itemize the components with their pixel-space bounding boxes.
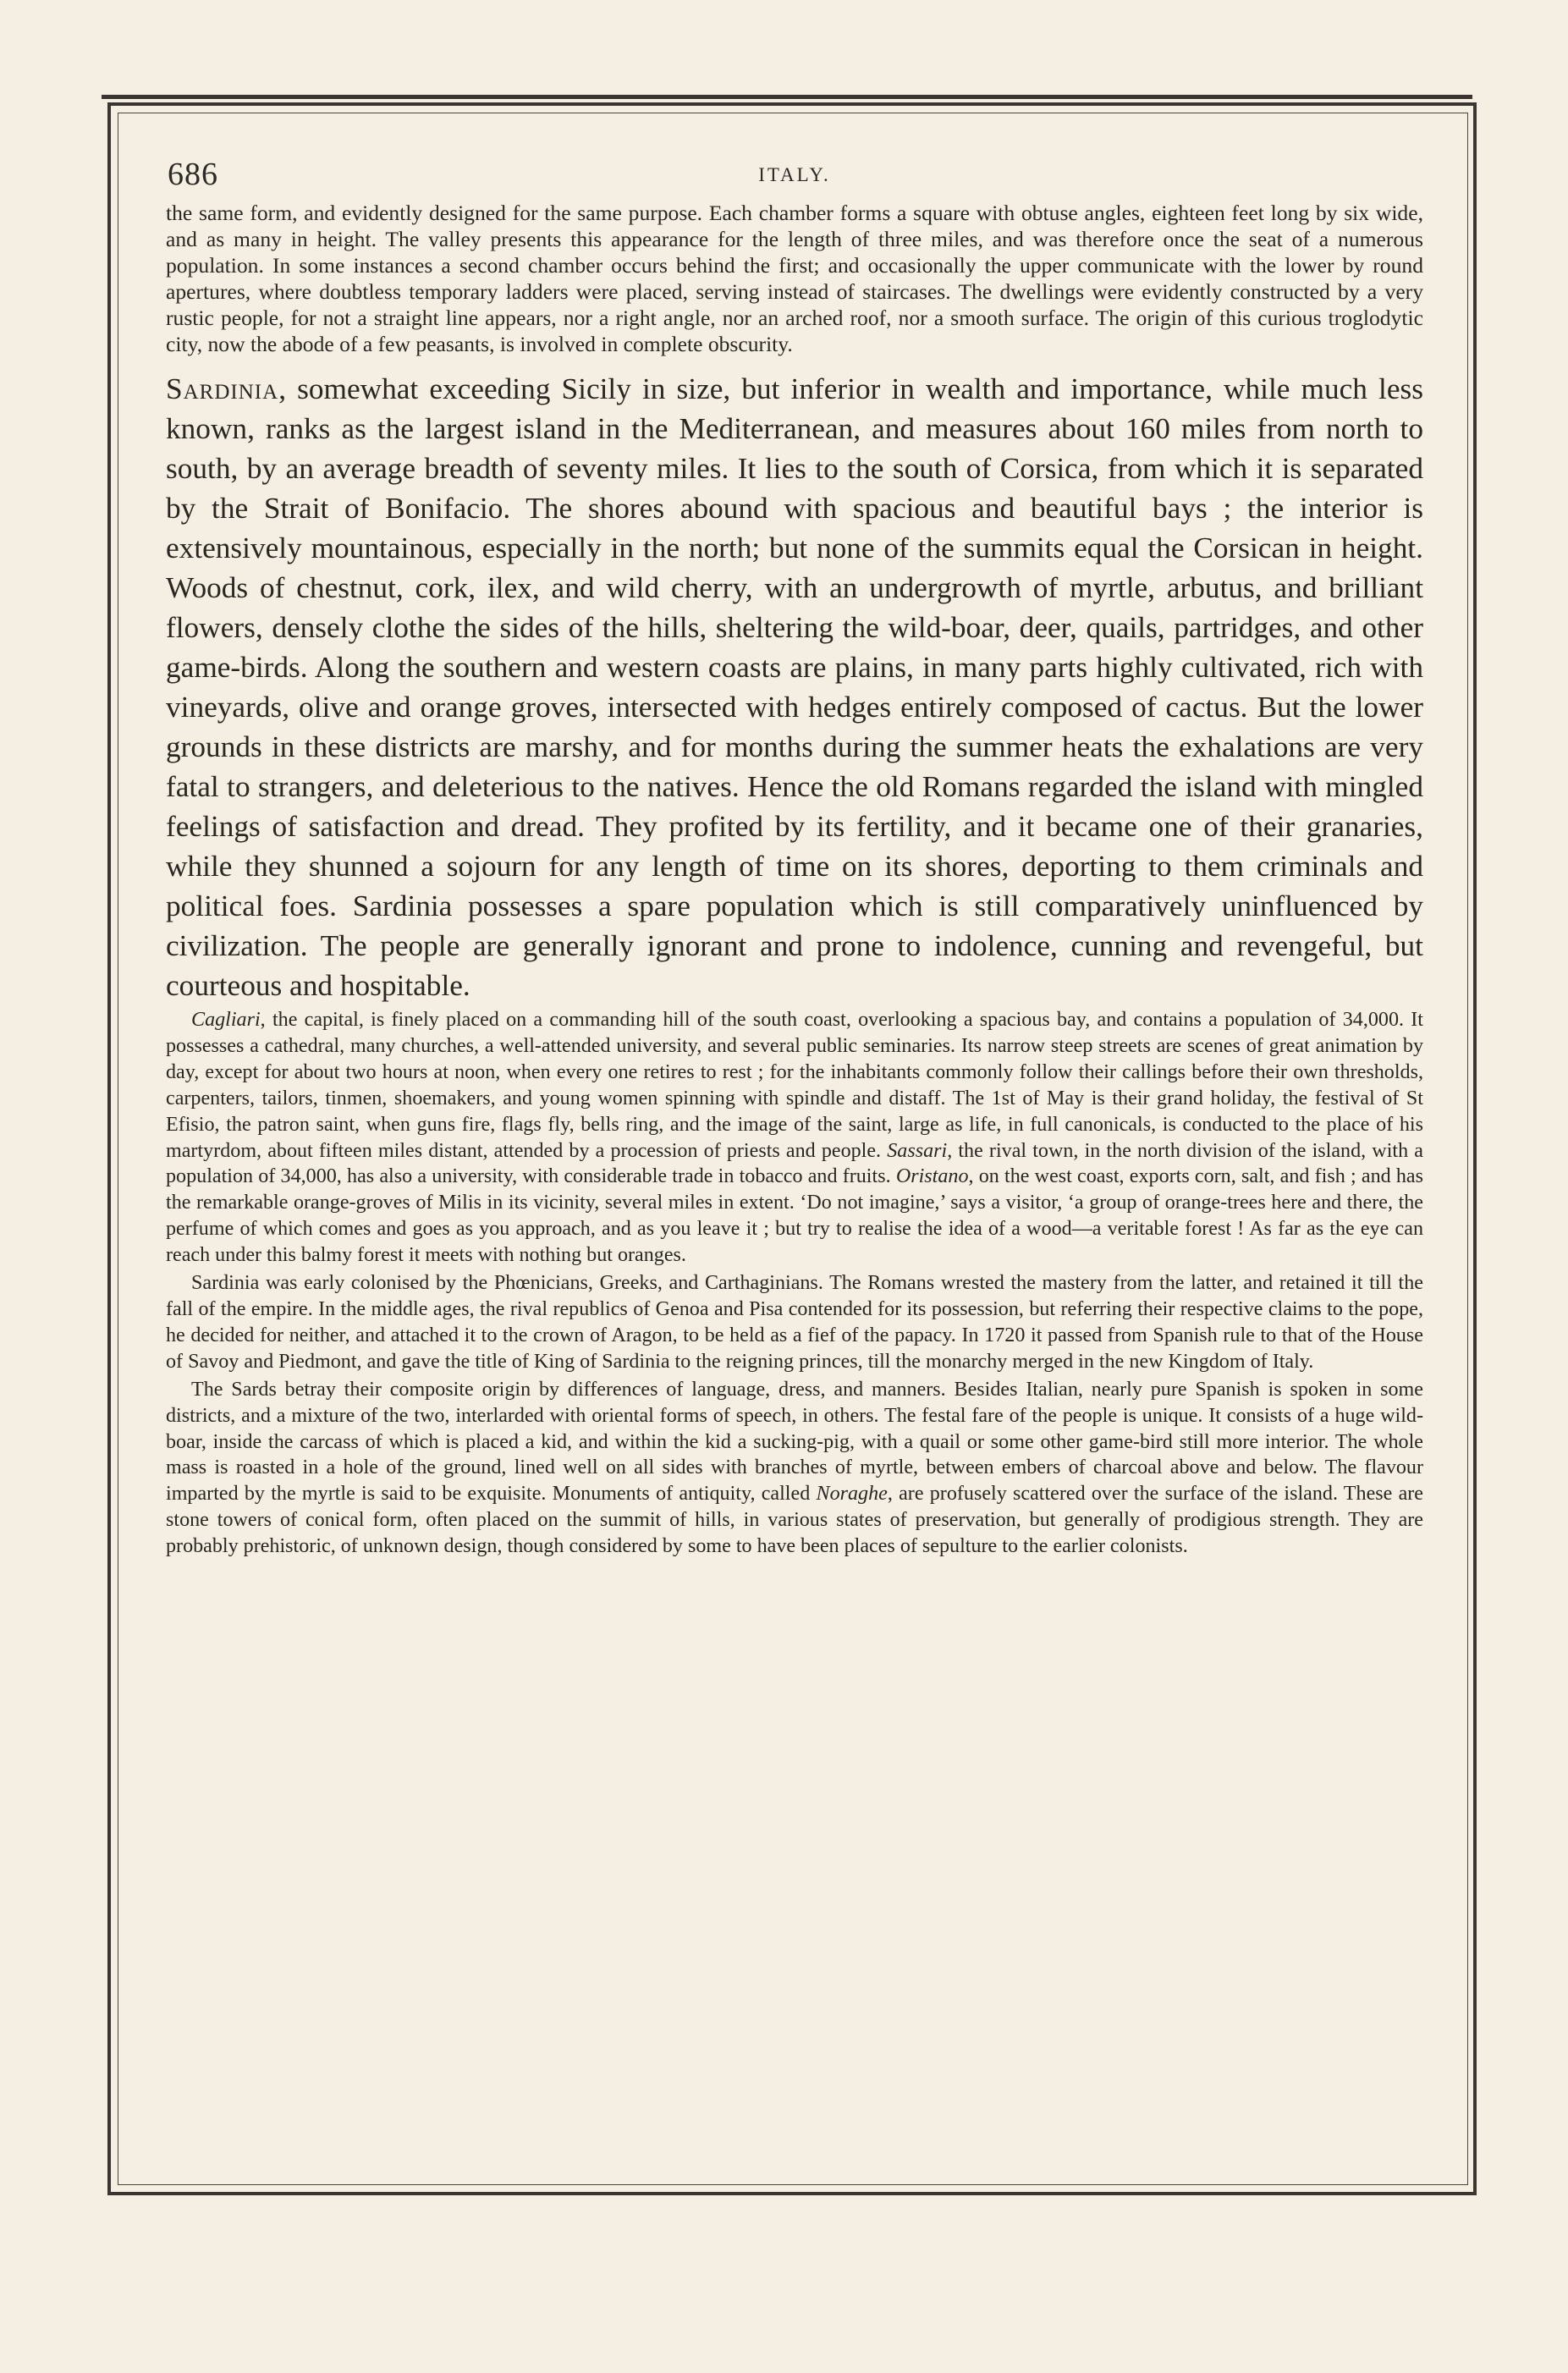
page-header [166,156,1423,200]
history-note: Sardinia was early colonised by the Phœnicians, Greeks, and Carthaginians. The Romans wrested the mastery from the latter, and retained it till the fall of the empire. In the middle ages, the rival republics of Genoa and Pisa contended for its possession, but referring their respective claims to the pope, he decided for neither, and attached it to the crown of Aragon, to be held as a fief of the papacy. In 1720 it passed from Spanish rule to that of the House of Savoy and Piedmont, and gave the title of King of Sardinia to the reigning princes, till the monarchy merged in the new Kingdom of Italy. [166,1272,1423,1373]
place-cagliari: Cagliari [191,1009,261,1031]
sardinia-paragraph [166,369,1423,1005]
sards-note [166,1377,1423,1560]
sards-text-1: The Sards betray their composite origin by differences of language, dress, and manners. Besides Italian, nearly pure Spanish is spoken in some districts, and a mixture of the two, interlarded with oriental forms of speech, in others. The festal fare of the people is unique. It consists of a huge wild-boar, inside the carcass of which is placed a kid, and within the kid a sucking-pig, with a quail or some other game-bird still more interior. The whole mass is roasted in a hole of the ground, lined well on all sides with branches of myrtle, between embers of charcoal above and below. The flavour imparted by the myrtle is said to be exquisite. Monuments of antiquity, called [166,1378,1423,1506]
page-number: 686 [168,157,218,192]
page-content [166,156,1423,1560]
cagliari-text-2: , the rival town, in the north division of the island, with a population of 34,000, has also a university, with considerable trade in tobacco and fruits. [166,1139,1423,1188]
cagliari-note [166,1007,1423,1269]
place-oristano: Oristano [895,1165,969,1188]
place-sassari: Sassari [887,1139,948,1162]
cagliari-text-3: , on the west coast, exports corn, salt, and fish ; and has the remarkable orange-groves of Milis in its vicinity, several miles in extent. ‘Do not imagine,’ says a visitor, ‘a group of orange-trees here and there, the perfume of which comes and goes as you approach, and as you leave it ; but try to realise the idea of a wood—a veritable forest ! As far as the eye can reach under this balmy forest it meets with nothing but oranges. [166,1165,1423,1267]
term-noraghe: Noraghe [816,1483,888,1506]
sardinia-text: , somewhat exceeding Sicily in size, but inferior in wealth and importance, while much less known, ranks as the largest island in the Mediterranean, and measures about 160 miles from north to south, by an average breadth of seventy miles. It lies to the south of Corsica, from which it is separated by the Strait of Bonifacio. The shores abound with spacious and beautiful bays ; the interior is extensively mountainous, especially in the north; but none of the summits equal the Corsican in height. Woods of chestnut, cork, ilex, and wild cherry, with an undergrowth of myrtle, arbutus, and brilliant flowers, densely clothe the sides of the hills, sheltering the wild-boar, deer, quails, partridges, and other game-birds. Along the southern and western coasts are plains, in many parts highly cultivated, rich with vineyards, olive and orange groves, intersected with hedges entirely composed of cactus. But the lower grounds in these districts are marshy, and for months during the summer heats the exhalations are very fatal to strangers, and deleterious to the natives. Hence the old Romans regarded the island with mingled feelings of satisfaction and dread. They profited by its fertility, and it became one of their granaries, while they shunned a sojourn for any length of time on its shores, deporting to them criminals and political foes. Sardinia possesses a spare population which is still comparatively uninfluenced by civilization. The people are generally ignorant and prone to indolence, cunning and revengeful, but courteous and hospitable. [166,372,1423,1002]
cagliari-text-1: , the capital, is finely placed on a commanding hill of the south coast, overlooking a spacious bay, and contains a population of 34,000. It possesses a cathedral, many churches, a well-attended university, and several public seminaries. Its narrow steep streets are scenes of great animation by day, except for about two hours at noon, when every one retires to rest ; for the inhabitants commonly follow their callings before their own thresholds, carpenters, tailors, tinmen, shoemakers, and young women spinning with spindle and distaff. The 1st of May is their grand holiday, the festival of St Efisio, the patron saint, when guns fire, flags fly, bells ring, and the image of the saint, large as life, in full canonicals, is conducted to the place of his martyrdom, about fifteen miles distant, attended by a procession of priests and people. [166,1009,1423,1162]
running-title: ITALY. [758,164,831,185]
sards-text-2: , are profusely scattered over the surface of the island. These are stone towers of conical form, often placed on the summit of hills, in various states of preservation, but generally of prodigious strength. They are probably prehistoric, of unknown design, though considered by some to have been places of sepulture to the earlier colonists. [166,1483,1423,1558]
frame-top-rule [102,95,1472,99]
lead-word: Sardinia [166,372,279,405]
intro-paragraph: the same form, and evidently designed for the same purpose. Each chamber forms a square with obtuse angles, eighteen feet long by six wide, and as many in height. The valley presents this appearance for the length of three miles, and was therefore once the seat of a numerous population. In some instances a second chamber occurs behind the first; and occasionally the upper communicate with the lower by round apertures, where doubtless temporary ladders were placed, serving instead of staircases. The dwellings were evidently constructed by a very rustic people, for not a straight line appears, nor a right angle, nor an arched roof, nor a smooth surface. The origin of this curious troglodytic city, now the abode of a few peasants, is involved in complete obscurity. [166,201,1423,356]
